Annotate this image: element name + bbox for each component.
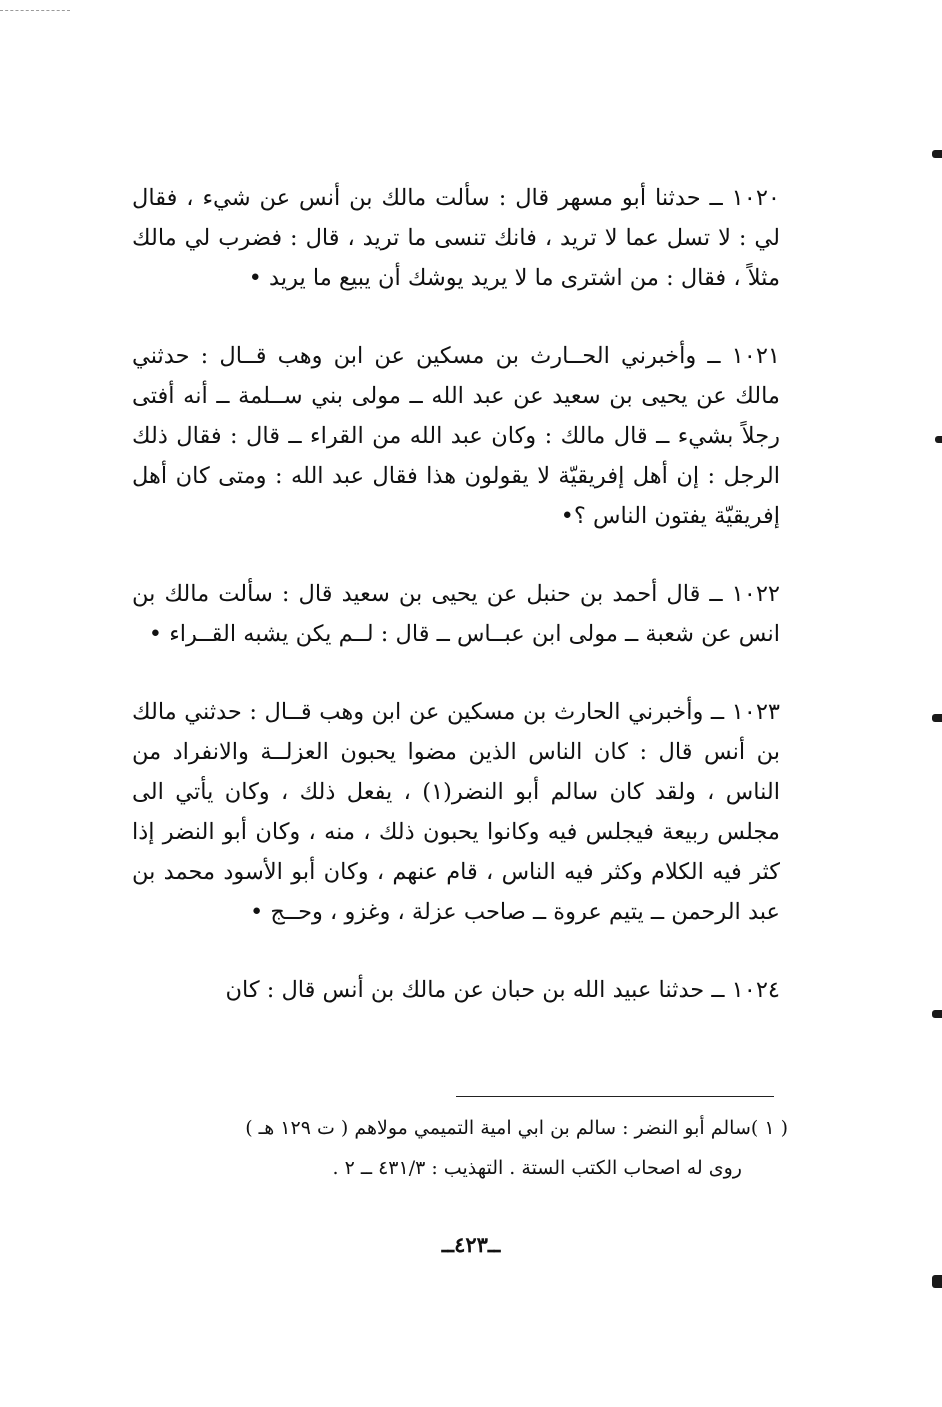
paragraph-1021: ١٠٢١ ــ وأخبرني الحــارث بن مسكين عن ابن وهب قــال : حدثني مالك عن يحيى بن سعيد عن عبد الله ــ مولى بني ســلمة ــ أنه أفتى رجلاً بشيء ــ قال مالك : وكان عبد الله من القراء ــ قال : فقال ذلك الرجل : إن أهل إفريقيّة لا يقولون هذا فقال عبد الله : ومتى كان أهل إفريقيّة يفتون الناس ؟• — [132, 343, 780, 529]
paragraph-1022: ١٠٢٢ ــ قال أحمد بن حنبل عن يحيى بن سعيد قال : سألت مالك بن انس عن شعبة ــ مولى ابن عبــاس ــ قال : لــم يكن يشبه القــراء • — [132, 581, 780, 647]
main-text — [132, 178, 780, 1010]
footnote-line: روى له اصحاب الكتب الستة . التهذيب : ٤٣١/٣ ــ ٢ . — [332, 1157, 742, 1179]
footnotes — [160, 1108, 788, 1188]
paragraph-1020: ١٠٢٠ ــ حدثنا أبو مسهر قال : سألت مالك بن أنس عن شيء ، فقال لي : لا تسل عما لا تريد ، فانك تنسى ما تريد ، قال : فضرب لي مالك مثلاً ، فقال : من اشترى ما لا يريد يوشك أن يبيع ما يريد • — [132, 185, 780, 291]
top-edge-rule — [0, 10, 70, 11]
binding-mark — [932, 150, 942, 158]
paragraph-1024: ١٠٢٤ ــ حدثنا عبيد الله بن حبان عن مالك بن أنس قال : كان — [225, 977, 780, 1003]
binding-mark — [935, 436, 942, 443]
binding-mark — [932, 1275, 942, 1288]
footnote-line: ( ١ )سالم أبو النضر : سالم بن ابي امية التميمي مولاهم ( ت ١٢٩ هـ ) — [245, 1117, 788, 1139]
binding-mark — [932, 1010, 942, 1018]
footnote-separator — [456, 1096, 774, 1097]
paragraph-1023: ١٠٢٣ ــ وأخبرني الحارث بن مسكين عن ابن وهب قــال : حدثني مالك بن أنس قال : كان الناس الذين مضوا يحبون العزلــة والانفراد من الناس ، ولقد كان سالم أبو النضر(١) ، يفعل ذلك ، وكان يأتي الى مجلس ربيعة فيجلس فيه وكانوا يحبون ذلك ، منه ، وكان أبو النضر إذا كثر فيه الكلام وكثر فيه الناس ، قام عنهم ، وكان أبو الأسود محمد بن عبد الرحمن ــ يتيم عروة ــ صاحب عزلة ، وغزو ، وحــج • — [132, 699, 780, 925]
page-number: ــ٤٢٣ــ — [441, 1232, 501, 1257]
binding-mark — [932, 714, 942, 722]
